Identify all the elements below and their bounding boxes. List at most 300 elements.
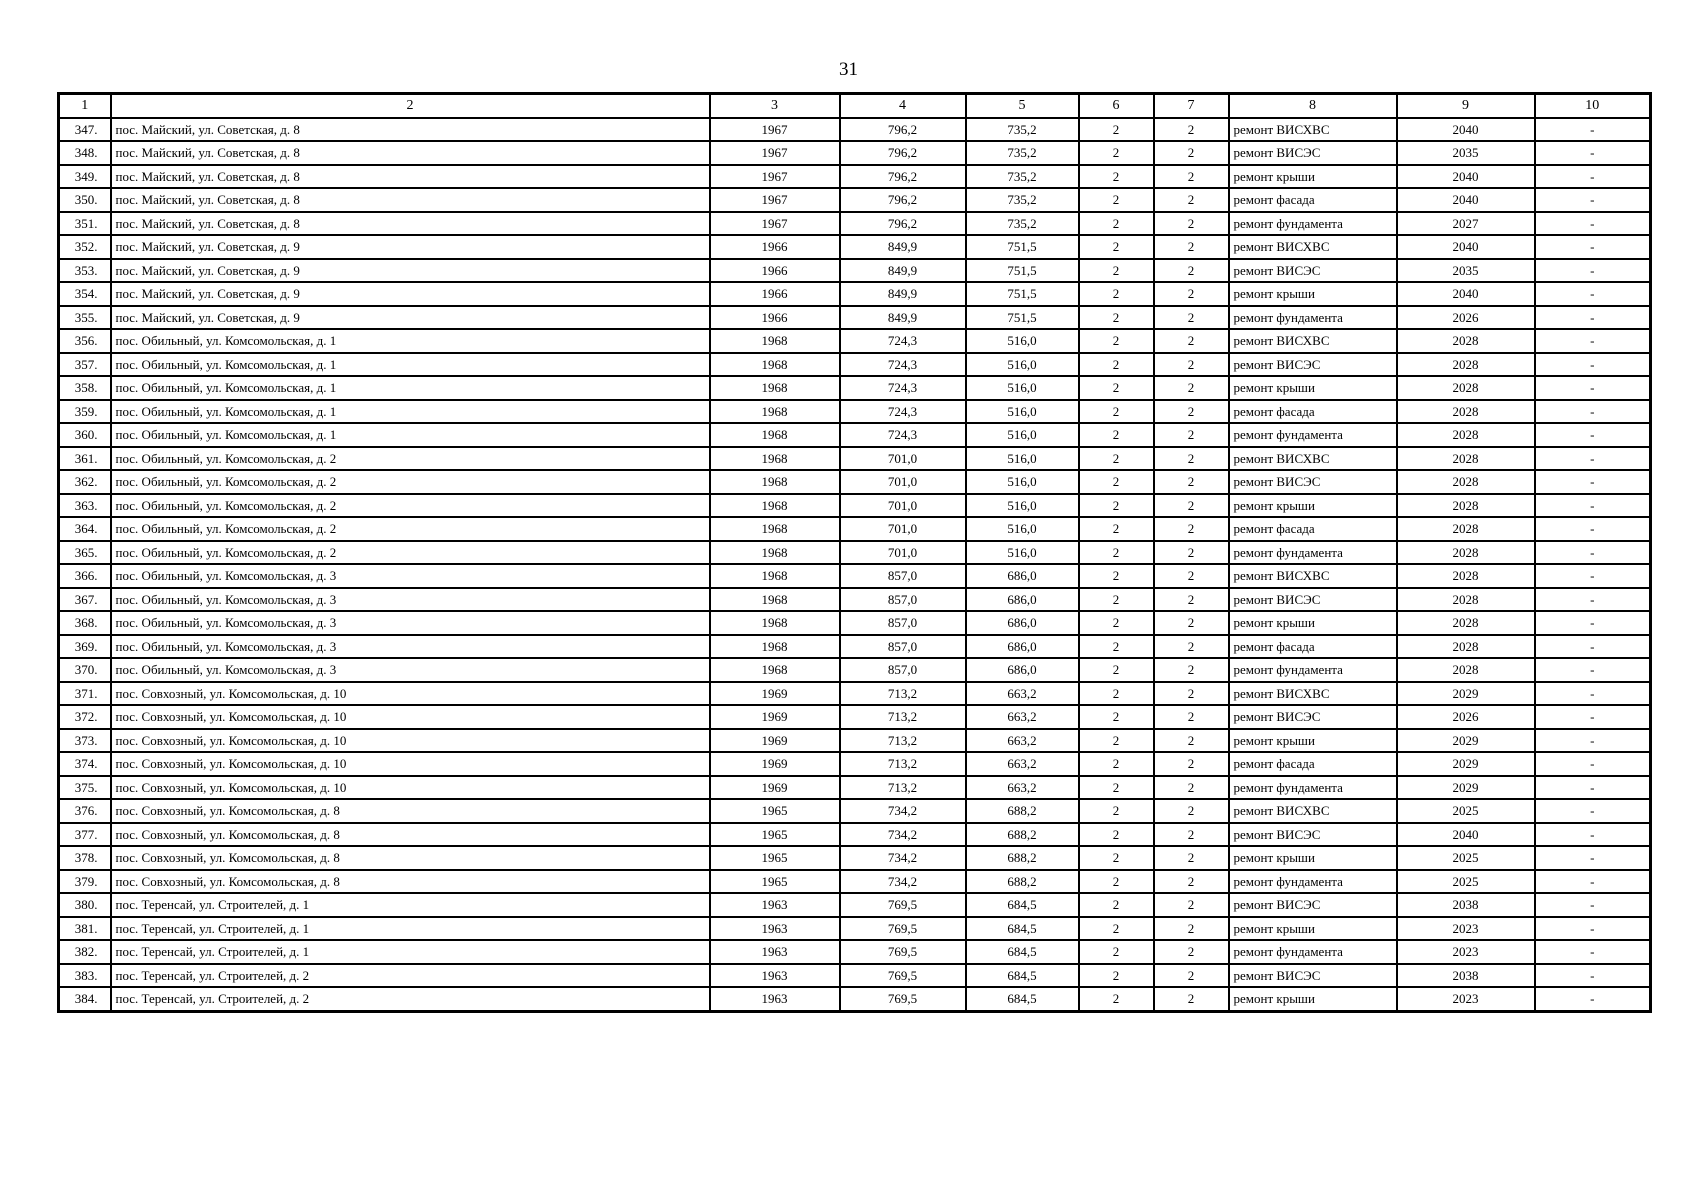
address: пос. Майский, ул. Советская, д. 8 (111, 212, 710, 236)
address: пос. Совхозный, ул. Комсомольская, д. 8 (111, 846, 710, 870)
planned-year: 2028 (1397, 564, 1535, 588)
work-type: ремонт ВИСХВС (1229, 682, 1397, 706)
address: пос. Майский, ул. Советская, д. 8 (111, 118, 710, 142)
col-7-value: 2 (1154, 682, 1229, 706)
total-area: 701,0 (840, 517, 966, 541)
work-type: ремонт фундамента (1229, 541, 1397, 565)
row-number: 370. (59, 658, 111, 682)
col-7-value: 2 (1154, 212, 1229, 236)
col-7-value: 2 (1154, 447, 1229, 471)
living-area: 751,5 (966, 282, 1079, 306)
row-number: 364. (59, 517, 111, 541)
address: пос. Обильный, ул. Комсомольская, д. 1 (111, 329, 710, 353)
work-type: ремонт фасада (1229, 400, 1397, 424)
build-year: 1968 (710, 611, 840, 635)
table-row (59, 870, 1651, 894)
total-area: 849,9 (840, 259, 966, 283)
col-6-value: 2 (1079, 588, 1154, 612)
col-7-value: 2 (1154, 870, 1229, 894)
work-type: ремонт ВИСХВС (1229, 564, 1397, 588)
col-10-value: - (1535, 846, 1651, 870)
col-living-area-header: 5 (966, 94, 1079, 118)
col-10-value: - (1535, 259, 1651, 283)
table-row (59, 118, 1651, 142)
build-year: 1968 (710, 353, 840, 377)
address: пос. Обильный, ул. Комсомольская, д. 1 (111, 423, 710, 447)
build-year: 1966 (710, 235, 840, 259)
planned-year: 2028 (1397, 470, 1535, 494)
living-area: 751,5 (966, 306, 1079, 330)
table-row (59, 611, 1651, 635)
table-row (59, 705, 1651, 729)
build-year: 1963 (710, 940, 840, 964)
living-area: 735,2 (966, 118, 1079, 142)
build-year: 1967 (710, 165, 840, 189)
col-7-value: 2 (1154, 658, 1229, 682)
living-area: 684,5 (966, 917, 1079, 941)
col-6-value: 2 (1079, 893, 1154, 917)
work-type: ремонт фундамента (1229, 658, 1397, 682)
col-10-value: - (1535, 964, 1651, 988)
table-row (59, 823, 1651, 847)
planned-year: 2040 (1397, 282, 1535, 306)
address: пос. Майский, ул. Советская, д. 9 (111, 235, 710, 259)
address: пос. Обильный, ул. Комсомольская, д. 2 (111, 541, 710, 565)
col-6-value: 2 (1079, 118, 1154, 142)
total-area: 701,0 (840, 541, 966, 565)
work-type: ремонт крыши (1229, 846, 1397, 870)
living-area: 516,0 (966, 470, 1079, 494)
planned-year: 2025 (1397, 870, 1535, 894)
work-type: ремонт фундамента (1229, 776, 1397, 800)
col-work-type-header: 8 (1229, 94, 1397, 118)
col-7-value: 2 (1154, 823, 1229, 847)
total-area: 724,3 (840, 353, 966, 377)
col-7-value: 2 (1154, 423, 1229, 447)
build-year: 1968 (710, 376, 840, 400)
row-number: 383. (59, 964, 111, 988)
living-area: 516,0 (966, 329, 1079, 353)
row-number: 384. (59, 987, 111, 1011)
col-6-value: 2 (1079, 259, 1154, 283)
table-row (59, 846, 1651, 870)
work-type: ремонт фасада (1229, 635, 1397, 659)
table-row (59, 658, 1651, 682)
col-7-value: 2 (1154, 259, 1229, 283)
row-number: 378. (59, 846, 111, 870)
table-row (59, 400, 1651, 424)
living-area: 686,0 (966, 564, 1079, 588)
col-6-value: 2 (1079, 823, 1154, 847)
row-number: 366. (59, 564, 111, 588)
total-area: 796,2 (840, 188, 966, 212)
row-number: 357. (59, 353, 111, 377)
work-type: ремонт ВИСЭС (1229, 470, 1397, 494)
planned-year: 2028 (1397, 541, 1535, 565)
planned-year: 2028 (1397, 400, 1535, 424)
total-area: 734,2 (840, 823, 966, 847)
living-area: 684,5 (966, 964, 1079, 988)
address: пос. Совхозный, ул. Комсомольская, д. 10 (111, 752, 710, 776)
build-year: 1969 (710, 705, 840, 729)
address: пос. Обильный, ул. Комсомольская, д. 1 (111, 353, 710, 377)
planned-year: 2028 (1397, 494, 1535, 518)
planned-year: 2023 (1397, 917, 1535, 941)
row-number: 348. (59, 141, 111, 165)
table-row (59, 306, 1651, 330)
build-year: 1963 (710, 964, 840, 988)
living-area: 684,5 (966, 987, 1079, 1011)
col-10-value: - (1535, 823, 1651, 847)
living-area: 686,0 (966, 611, 1079, 635)
col-6-value: 2 (1079, 635, 1154, 659)
col-7-value: 2 (1154, 306, 1229, 330)
col-10-value: - (1535, 635, 1651, 659)
col-10-value: - (1535, 541, 1651, 565)
living-area: 688,2 (966, 799, 1079, 823)
work-type: ремонт крыши (1229, 282, 1397, 306)
col-7-value: 2 (1154, 165, 1229, 189)
total-area: 724,3 (840, 376, 966, 400)
total-area: 849,9 (840, 235, 966, 259)
col-6-value: 2 (1079, 212, 1154, 236)
col-10-value: - (1535, 447, 1651, 471)
living-area: 516,0 (966, 376, 1079, 400)
planned-year: 2029 (1397, 776, 1535, 800)
planned-year: 2029 (1397, 682, 1535, 706)
build-year: 1963 (710, 893, 840, 917)
col-7-value: 2 (1154, 964, 1229, 988)
row-number: 349. (59, 165, 111, 189)
col-10-value: - (1535, 799, 1651, 823)
col-6-value: 2 (1079, 870, 1154, 894)
build-year: 1968 (710, 329, 840, 353)
build-year: 1968 (710, 400, 840, 424)
col-6-value: 2 (1079, 470, 1154, 494)
row-number: 353. (59, 259, 111, 283)
col-6-value: 2 (1079, 729, 1154, 753)
living-area: 516,0 (966, 423, 1079, 447)
planned-year: 2026 (1397, 306, 1535, 330)
address: пос. Совхозный, ул. Комсомольская, д. 10 (111, 776, 710, 800)
col-10-value: - (1535, 118, 1651, 142)
living-area: 663,2 (966, 705, 1079, 729)
living-area: 688,2 (966, 846, 1079, 870)
total-area: 769,5 (840, 987, 966, 1011)
work-type: ремонт фундамента (1229, 940, 1397, 964)
planned-year: 2040 (1397, 165, 1535, 189)
row-number: 382. (59, 940, 111, 964)
address: пос. Обильный, ул. Комсомольская, д. 2 (111, 447, 710, 471)
total-area: 796,2 (840, 141, 966, 165)
col-10-value: - (1535, 893, 1651, 917)
build-year: 1968 (710, 564, 840, 588)
col-7-value: 2 (1154, 235, 1229, 259)
row-number: 347. (59, 118, 111, 142)
row-number: 354. (59, 282, 111, 306)
col-year-header: 3 (710, 94, 840, 118)
col-10-value: - (1535, 729, 1651, 753)
living-area: 735,2 (966, 141, 1079, 165)
build-year: 1968 (710, 447, 840, 471)
col-10-value: - (1535, 212, 1651, 236)
build-year: 1968 (710, 423, 840, 447)
table-row (59, 940, 1651, 964)
table-row (59, 447, 1651, 471)
table-row (59, 729, 1651, 753)
table-row (59, 235, 1651, 259)
address: пос. Майский, ул. Советская, д. 8 (111, 165, 710, 189)
total-area: 857,0 (840, 658, 966, 682)
col-6-value: 2 (1079, 447, 1154, 471)
work-type: ремонт фундамента (1229, 423, 1397, 447)
col-6-value: 2 (1079, 235, 1154, 259)
build-year: 1968 (710, 517, 840, 541)
total-area: 857,0 (840, 635, 966, 659)
planned-year: 2028 (1397, 329, 1535, 353)
col-10-value: - (1535, 940, 1651, 964)
total-area: 769,5 (840, 893, 966, 917)
total-area: 701,0 (840, 447, 966, 471)
living-area: 516,0 (966, 447, 1079, 471)
work-type: ремонт ВИСЭС (1229, 353, 1397, 377)
col-10-value: - (1535, 752, 1651, 776)
col-10-value: - (1535, 870, 1651, 894)
col-7-value: 2 (1154, 494, 1229, 518)
table-row (59, 799, 1651, 823)
table-body (59, 118, 1651, 1012)
address: пос. Совхозный, ул. Комсомольская, д. 8 (111, 870, 710, 894)
col-6-value: 2 (1079, 776, 1154, 800)
build-year: 1967 (710, 188, 840, 212)
address: пос. Совхозный, ул. Комсомольская, д. 10 (111, 705, 710, 729)
col-7-value: 2 (1154, 541, 1229, 565)
work-type: ремонт ВИСЭС (1229, 259, 1397, 283)
table-row (59, 987, 1651, 1011)
work-type: ремонт ВИСХВС (1229, 799, 1397, 823)
col-7-header: 7 (1154, 94, 1229, 118)
table-row (59, 964, 1651, 988)
total-area: 769,5 (840, 940, 966, 964)
total-area: 713,2 (840, 729, 966, 753)
living-area: 686,0 (966, 635, 1079, 659)
address: пос. Обильный, ул. Комсомольская, д. 3 (111, 611, 710, 635)
planned-year: 2028 (1397, 611, 1535, 635)
col-6-value: 2 (1079, 353, 1154, 377)
work-type: ремонт крыши (1229, 494, 1397, 518)
total-area: 849,9 (840, 282, 966, 306)
work-type: ремонт крыши (1229, 165, 1397, 189)
address: пос. Теренсай, ул. Строителей, д. 1 (111, 917, 710, 941)
row-number: 360. (59, 423, 111, 447)
table-row (59, 635, 1651, 659)
build-year: 1969 (710, 682, 840, 706)
total-area: 724,3 (840, 329, 966, 353)
row-number: 368. (59, 611, 111, 635)
planned-year: 2029 (1397, 752, 1535, 776)
col-6-value: 2 (1079, 494, 1154, 518)
row-number: 367. (59, 588, 111, 612)
col-7-value: 2 (1154, 282, 1229, 306)
col-10-value: - (1535, 400, 1651, 424)
address: пос. Обильный, ул. Комсомольская, д. 3 (111, 564, 710, 588)
total-area: 769,5 (840, 917, 966, 941)
address: пос. Обильный, ул. Комсомольская, д. 1 (111, 376, 710, 400)
living-area: 684,5 (966, 893, 1079, 917)
col-10-value: - (1535, 658, 1651, 682)
total-area: 713,2 (840, 752, 966, 776)
planned-year: 2028 (1397, 517, 1535, 541)
row-number: 374. (59, 752, 111, 776)
total-area: 769,5 (840, 964, 966, 988)
total-area: 701,0 (840, 470, 966, 494)
col-10-value: - (1535, 588, 1651, 612)
work-type: ремонт ВИСЭС (1229, 893, 1397, 917)
row-number: 352. (59, 235, 111, 259)
table-row (59, 588, 1651, 612)
planned-year: 2026 (1397, 705, 1535, 729)
col-7-value: 2 (1154, 729, 1229, 753)
col-6-value: 2 (1079, 917, 1154, 941)
table-row (59, 141, 1651, 165)
table-row (59, 917, 1651, 941)
table-row (59, 470, 1651, 494)
total-area: 724,3 (840, 400, 966, 424)
living-area: 663,2 (966, 752, 1079, 776)
build-year: 1966 (710, 306, 840, 330)
col-7-value: 2 (1154, 400, 1229, 424)
registry-table (57, 92, 1652, 1013)
row-number: 377. (59, 823, 111, 847)
row-number: 358. (59, 376, 111, 400)
row-number: 359. (59, 400, 111, 424)
col-7-value: 2 (1154, 635, 1229, 659)
col-7-value: 2 (1154, 705, 1229, 729)
build-year: 1967 (710, 118, 840, 142)
total-area: 713,2 (840, 682, 966, 706)
table-row (59, 188, 1651, 212)
build-year: 1965 (710, 823, 840, 847)
work-type: ремонт ВИСЭС (1229, 823, 1397, 847)
planned-year: 2025 (1397, 799, 1535, 823)
work-type: ремонт ВИСХВС (1229, 118, 1397, 142)
work-type: ремонт ВИСХВС (1229, 447, 1397, 471)
address: пос. Обильный, ул. Комсомольская, д. 3 (111, 635, 710, 659)
planned-year: 2035 (1397, 141, 1535, 165)
row-number: 350. (59, 188, 111, 212)
address: пос. Майский, ул. Советская, д. 8 (111, 188, 710, 212)
build-year: 1968 (710, 635, 840, 659)
table-row (59, 165, 1651, 189)
col-7-value: 2 (1154, 799, 1229, 823)
total-area: 849,9 (840, 306, 966, 330)
col-planned-year-header: 9 (1397, 94, 1535, 118)
col-6-value: 2 (1079, 141, 1154, 165)
planned-year: 2038 (1397, 964, 1535, 988)
row-number: 362. (59, 470, 111, 494)
col-address-header: 2 (111, 94, 710, 118)
build-year: 1969 (710, 752, 840, 776)
col-7-value: 2 (1154, 353, 1229, 377)
row-number: 361. (59, 447, 111, 471)
col-7-value: 2 (1154, 752, 1229, 776)
total-area: 857,0 (840, 611, 966, 635)
col-number-header: 1 (59, 94, 111, 118)
header-row (59, 94, 1651, 118)
total-area: 796,2 (840, 165, 966, 189)
col-10-value: - (1535, 494, 1651, 518)
table-row (59, 564, 1651, 588)
row-number: 363. (59, 494, 111, 518)
table-row (59, 376, 1651, 400)
total-area: 713,2 (840, 705, 966, 729)
address: пос. Совхозный, ул. Комсомольская, д. 8 (111, 799, 710, 823)
address: пос. Обильный, ул. Комсомольская, д. 2 (111, 517, 710, 541)
col-6-value: 2 (1079, 658, 1154, 682)
row-number: 375. (59, 776, 111, 800)
planned-year: 2040 (1397, 188, 1535, 212)
total-area: 796,2 (840, 212, 966, 236)
col-10-value: - (1535, 705, 1651, 729)
col-10-value: - (1535, 329, 1651, 353)
col-10-header: 10 (1535, 94, 1651, 118)
col-6-header: 6 (1079, 94, 1154, 118)
build-year: 1968 (710, 588, 840, 612)
table-row (59, 423, 1651, 447)
build-year: 1967 (710, 141, 840, 165)
work-type: ремонт ВИСХВС (1229, 235, 1397, 259)
col-10-value: - (1535, 611, 1651, 635)
row-number: 379. (59, 870, 111, 894)
work-type: ремонт фасада (1229, 752, 1397, 776)
col-7-value: 2 (1154, 917, 1229, 941)
living-area: 688,2 (966, 870, 1079, 894)
row-number: 355. (59, 306, 111, 330)
col-7-value: 2 (1154, 776, 1229, 800)
planned-year: 2040 (1397, 118, 1535, 142)
address: пос. Обильный, ул. Комсомольская, д. 2 (111, 470, 710, 494)
planned-year: 2028 (1397, 658, 1535, 682)
address: пос. Совхозный, ул. Комсомольская, д. 10 (111, 682, 710, 706)
total-area: 734,2 (840, 870, 966, 894)
col-7-value: 2 (1154, 588, 1229, 612)
planned-year: 2038 (1397, 893, 1535, 917)
col-area-header: 4 (840, 94, 966, 118)
col-7-value: 2 (1154, 611, 1229, 635)
col-10-value: - (1535, 353, 1651, 377)
address: пос. Обильный, ул. Комсомольская, д. 1 (111, 400, 710, 424)
total-area: 713,2 (840, 776, 966, 800)
row-number: 373. (59, 729, 111, 753)
living-area: 663,2 (966, 729, 1079, 753)
build-year: 1969 (710, 776, 840, 800)
col-10-value: - (1535, 306, 1651, 330)
build-year: 1968 (710, 658, 840, 682)
living-area: 516,0 (966, 494, 1079, 518)
table-row (59, 259, 1651, 283)
address: пос. Теренсай, ул. Строителей, д. 2 (111, 987, 710, 1011)
total-area: 857,0 (840, 588, 966, 612)
col-6-value: 2 (1079, 564, 1154, 588)
table-row (59, 212, 1651, 236)
col-6-value: 2 (1079, 400, 1154, 424)
col-6-value: 2 (1079, 188, 1154, 212)
table-row (59, 682, 1651, 706)
col-6-value: 2 (1079, 423, 1154, 447)
work-type: ремонт ВИСЭС (1229, 964, 1397, 988)
work-type: ремонт фасада (1229, 517, 1397, 541)
living-area: 751,5 (966, 235, 1079, 259)
